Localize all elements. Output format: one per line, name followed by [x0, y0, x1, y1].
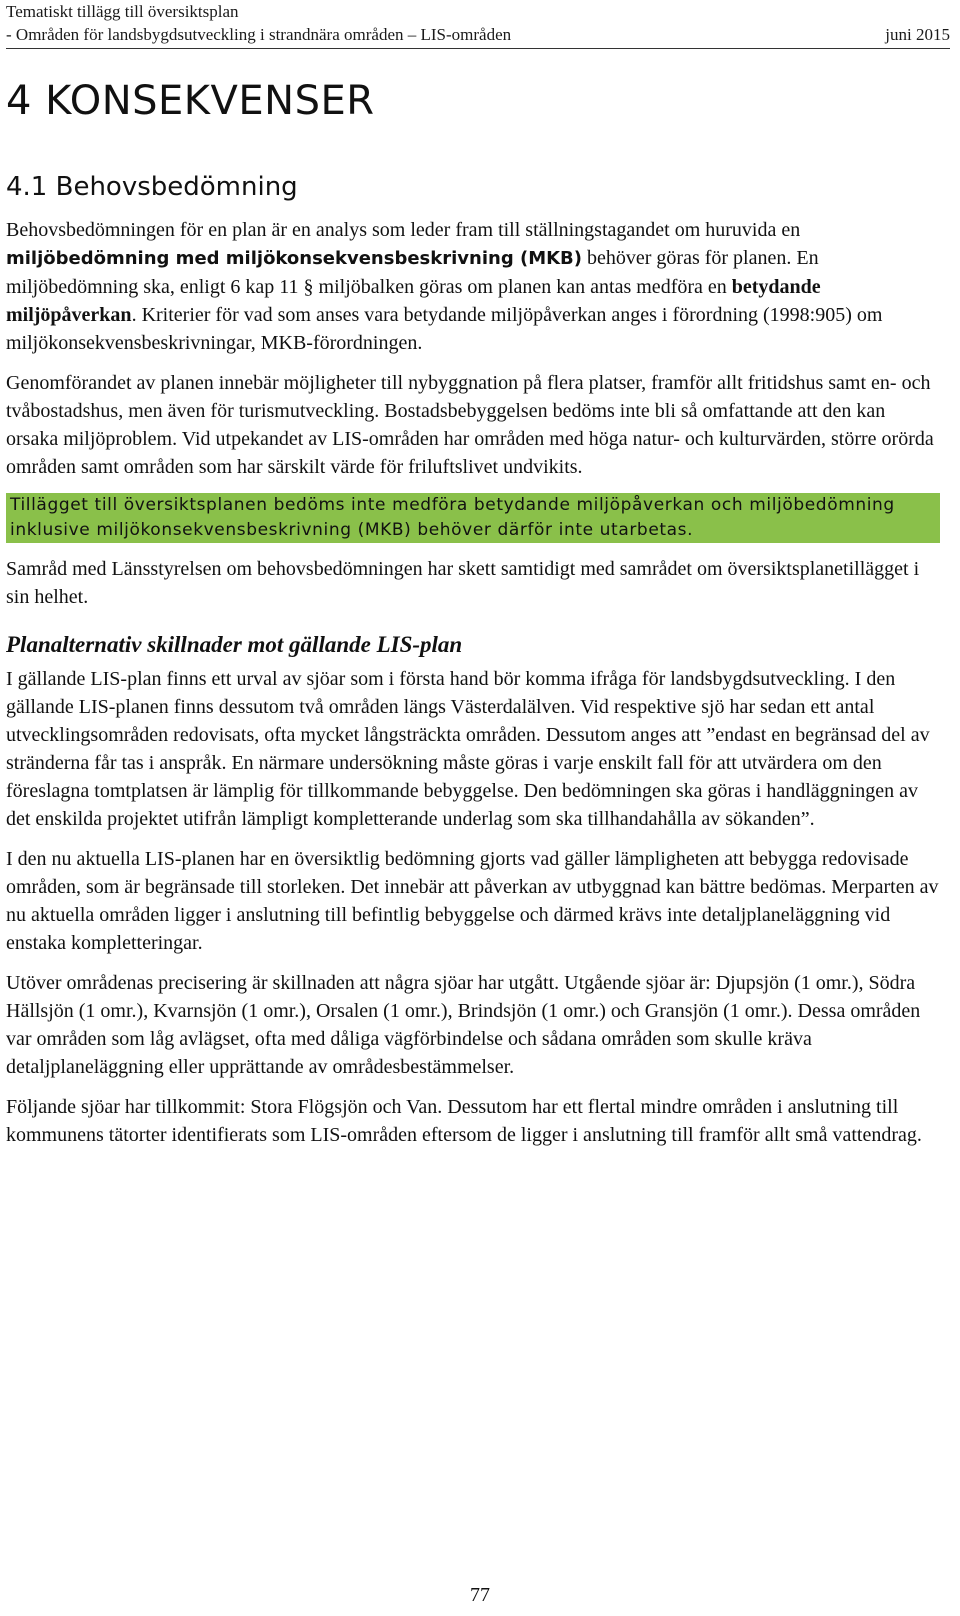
paragraph-tillkommande-sjoar: Följande sjöar har tillkommit: Stora Flögsjön och Van. Dessutom har ett flertal mindre områden i anslutning till kommunens tätorter identifierats som LIS-områden eftersom de ligger i anslutning till framför allt små vattendrag.	[6, 1096, 922, 1146]
p1-text-c: behöver göras för planen. En miljöbedömning ska, enligt 6 kap 11 § miljöbalken göras om planen kan antas medföra en	[6, 247, 819, 298]
page-number: 77	[470, 1584, 490, 1606]
header-subtitle: - Områden för landsbygdsutveckling i strandnära områden – LIS-områden	[6, 25, 512, 44]
header-date: juni 2015	[885, 25, 950, 44]
p1-text-a: Behovsbedömningen för en plan är en analys som leder fram till ställningstagandet om huruvida en	[6, 219, 801, 241]
paragraph-samrad: Samråd med Länsstyrelsen om behovsbedömningen har skett samtidigt med samrådet om översiktsplanetillägget i sin helhet.	[6, 558, 920, 608]
page-header	[6, 0, 950, 49]
header-title: Tematiskt tillägg till översiktsplan	[6, 2, 239, 21]
paragraph-gallande-lis-plan: I gällande LIS-plan finns ett urval av sjöar som i första hand bör komma ifråga för landsbygdsutveckling. I den gällande LIS-planen finns dessutom två områden längs Västerdalälven. Vid respektive sjö har sedan ett antal utvecklingsområden redovisats, ofta mycket långsträckta områden. Dessutom anges att ”endast en begränsad del av stränderna får tas i anspråk. En närmare undersökning måste göras i varje enskilt fall för att utvärdera om den föreslagna tomtplatsen är lämplig för tillkommande bebyggelse. Den bedömningen ska göras i handläggningen av det enskilda projektet utifrån lämpligt kompletterande underlag som ska tillhandahålla av sökanden”.	[6, 668, 930, 830]
section-title: 4.1 Behovsbedömning	[6, 172, 298, 202]
p1-text-e: . Kriterier för vad som anses vara betydande miljöpåverkan anges i förordning (1998:905) om miljökonsekvensbeskrivningar, MKB-förordningen.	[6, 304, 883, 354]
header-row	[6, 23, 950, 46]
paragraph-genomforandet: Genomförandet av planen innebär möjligheter till nybyggnation på flera platser, framför allt fritidshus samt en- och tvåbostadshus, men även för turismutveckling. Bostadsbebyggelsen bedöms inte bli så omfattande att den kan orsaka miljöproblem. Vid utpekandet av LIS-områden har områden med höga natur- och kulturvärden, större orörda områden samt områden som har särskilt värde för friluftslivet undvikits.	[6, 372, 934, 478]
highlighted-conclusion: Tillägget till översiktsplanen bedöms inte medföra betydande miljöpåverkan och miljöbedömning inklusive miljökonsekvensbeskrivning (MKB) behöver därför inte utarbetas.	[6, 493, 940, 543]
p1-bold-mkb: miljöbedömning med miljökonsekvensbeskrivning (MKB)	[6, 248, 582, 269]
paragraph-utgaende-sjoar: Utöver områdenas precisering är skillnaden att några sjöar har utgått. Utgående sjöar är: Djupsjön (1 omr.), Södra Hällsjön (1 omr.), Kvarnsjön (1 omr.), Orsalen (1 omr.), Brindsjön (1 omr.) och Gransjön (1 omr.). Dessa områden var områden som låg avlägset, ofta med dåliga vägförbindelse och sådana områden som skulle kräva detaljplaneläggning eller upprättande av områdesbestämmelser.	[6, 972, 921, 1078]
body-text	[6, 216, 940, 1161]
paragraph-aktuella-lis-plan: I den nu aktuella LIS-planen har en översiktlig bedömning gjorts vad gäller lämpligheten att bebygga redovisade områden, som är begränsade till storleken. Det innebär att påverkan av utbyggnad kan bättre bedömas. Merparten av nu aktuella områden ligger i anslutning till befintlig bebyggelse och därmed krävs inte detaljplaneläggning vid enstaka kompletteringar.	[6, 848, 939, 954]
p1-bold-miljopaverkan: betydande miljöpåverkan	[6, 276, 821, 326]
chapter-title: 4 KONSEKVENSER	[6, 78, 375, 124]
paragraph-behovsbedomning	[6, 216, 940, 357]
subheading-planalternativ: Planalternativ skillnader mot gällande LIS-plan	[6, 632, 463, 657]
